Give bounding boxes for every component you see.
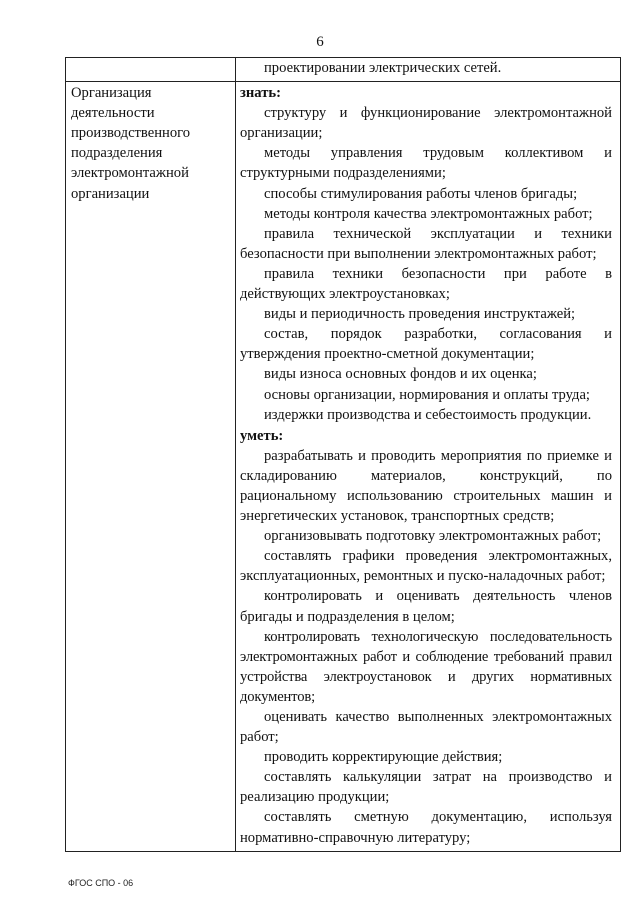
table-row-continuation: [66, 58, 621, 82]
skills-item: организовывать подготовку электромонтажных работ;: [264, 528, 602, 545]
table-row-module: [66, 82, 621, 852]
module-title: Организация деятельности производственного подразделения электромонтажной организации: [71, 85, 191, 202]
know-item: правила техники безопасности при работе в действующих электроустановках;: [240, 265, 612, 303]
skills-item: составлять графики проведения электромонтажных, эксплуатационных, ремонтных и пуско-наладочных работ;: [240, 548, 612, 585]
know-item: виды износа основных фондов и их оценка;: [264, 366, 537, 383]
empty-cell: [66, 58, 236, 82]
skills-item: оценивать качество выполненных электромонтажных работ;: [240, 709, 612, 746]
skills-item: составлять калькуляции затрат на производство и реализацию продукции;: [240, 769, 612, 806]
skills-item: разрабатывать и проводить мероприятия по приемке и складированию материалов, конструкций, по рациональному использованию строительных машин и энергетических установок, транспортных средств;: [240, 447, 612, 525]
know-item: основы организации, нормирования и оплаты труда;: [264, 386, 590, 403]
standard-table: [65, 57, 621, 852]
know-item: структуру и функционирование электромонтажной организации;: [240, 105, 612, 142]
know-item: издержки производства и себестоимость продукции.: [264, 406, 592, 423]
continuation-text: проектировании электрических сетей.: [264, 60, 502, 76]
skills-item: контролировать технологическую последовательность электромонтажных работ и соблюдение требований правил устройства электроустановок и других нормативных документов;: [240, 628, 612, 705]
know-item: методы управления трудовым коллективом и структурными подразделениями;: [240, 145, 612, 182]
requirements-cell: [236, 82, 621, 852]
skills-item: составлять сметную документацию, используя нормативно-справочную литературу;: [240, 809, 612, 846]
know-label: знать:: [240, 85, 281, 102]
page-number: 6: [316, 34, 324, 50]
know-item: состав, порядок разработки, согласования и утверждения проектно-сметной документации;: [240, 326, 612, 363]
module-cell: [66, 82, 236, 852]
skills-item: проводить корректирующие действия;: [264, 749, 503, 766]
know-item: методы контроля качества электромонтажных работ;: [264, 205, 593, 222]
know-item: виды и периодичность проведения инструктажей;: [264, 306, 576, 323]
skills-label: уметь:: [240, 427, 284, 444]
continuation-cell: [236, 58, 621, 82]
know-item: способы стимулирования работы членов бригады;: [264, 185, 578, 202]
know-item: правила технической эксплуатации и техники безопасности при выполнении электромонтажных работ;: [240, 225, 612, 262]
footer-code: ФГОС СПО - 06: [68, 878, 134, 888]
skills-item: контролировать и оценивать деятельность членов бригады и подразделения в целом;: [240, 588, 612, 625]
